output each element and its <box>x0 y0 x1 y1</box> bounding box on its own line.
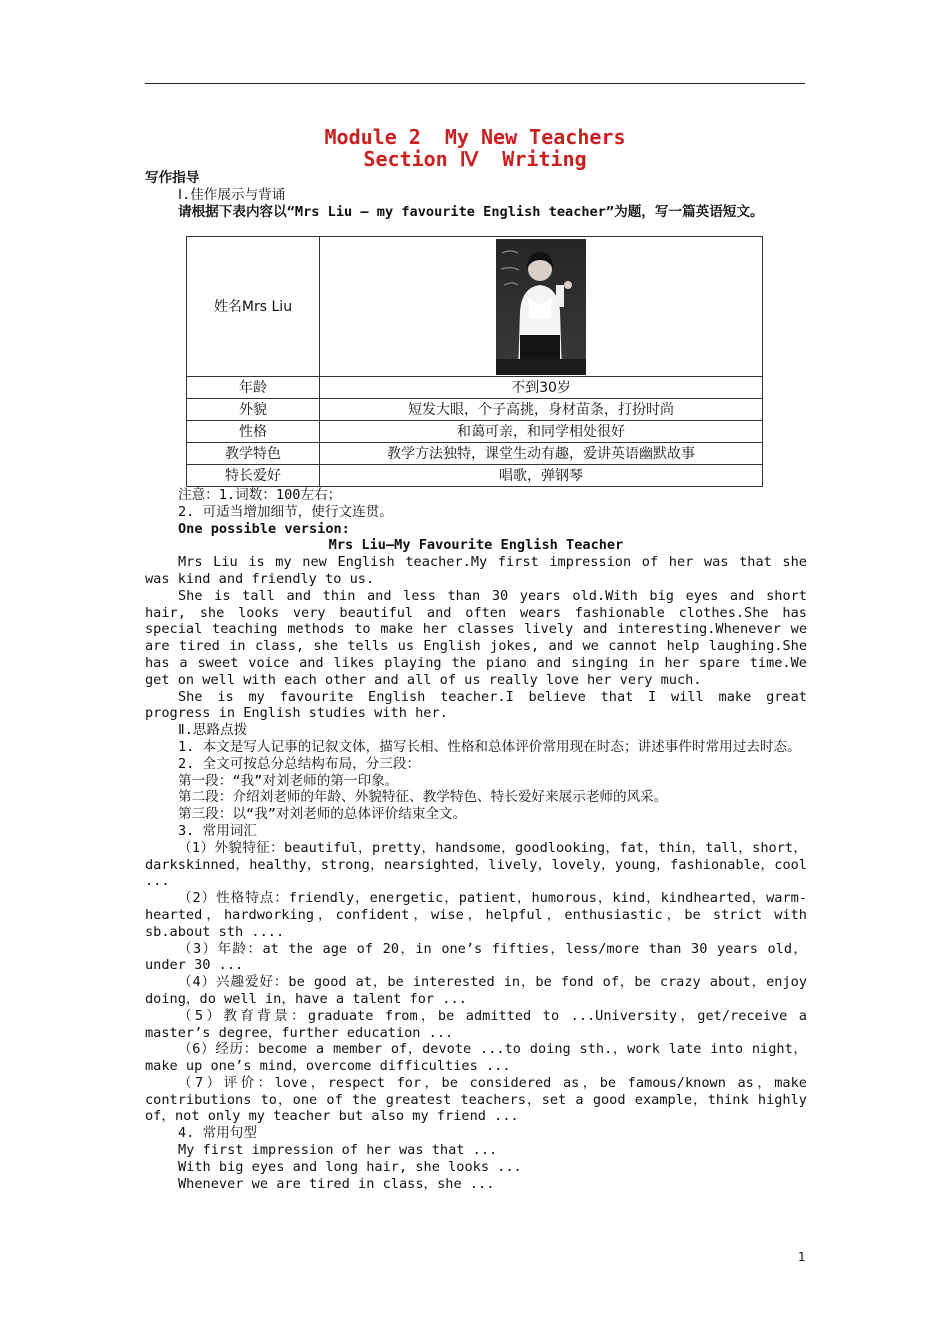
point-1: 1. 本文是写人记事的记叙文体，描写长相、性格和总体评价常用现在时态；讲述事件时常用过去时态。 <box>178 738 801 755</box>
essay-paragraph-3: She is my favourite English teacher.I believe that I will make great progress in English studies with her. <box>145 688 807 722</box>
point-6: 3. 常用词汇 <box>178 822 257 839</box>
row-label-age: 年龄 <box>187 377 320 399</box>
point-2: 2. 全文可按总分总结构布局，分三段： <box>178 755 421 772</box>
vocab-experience: （6）经历：become a member of，devote ...to doing sth.，work late into night，make up one’s mind，overcome difficulties ... <box>145 1041 807 1075</box>
vocab-personality: （2）性格特点：friendly，energetic，patient，humorous，kind，kindhearted，warm-hearted，hardworking，confident，wise，helpful，enthusiastic，be strict with sb.about sth .... <box>145 890 807 940</box>
point-3: 第一段：“我”对刘老师的第一印象。 <box>178 772 399 789</box>
page-number: 1 <box>798 1250 806 1264</box>
name-cell: 姓名Mrs Liu <box>187 237 320 377</box>
photo-cell <box>320 237 763 377</box>
patterns-title: 4. 常用句型 <box>178 1125 257 1142</box>
row-label-personality: 性格 <box>187 421 320 443</box>
teacher-photo <box>496 239 586 375</box>
info-table <box>186 236 763 487</box>
vocab-age: （3）年龄：at the age of 20，in one’s fifties，less/more than 30 years old，under 30 ... <box>145 940 807 974</box>
point-5: 第三段：以“我”对刘老师的总体评价结束全文。 <box>178 806 467 823</box>
heading: 写作指导 <box>145 170 200 186</box>
essay-paragraph-1: Mrs Liu is my new English teacher.My first impression of her was that she was kind and friendly to us. <box>145 554 807 587</box>
point-4: 第二段：介绍刘老师的年龄、外貌特征、教学特色、特长爱好来展示老师的风采。 <box>178 789 668 806</box>
row-label-hobbies: 特长爱好 <box>187 465 320 487</box>
note-2: 2. 可适当增加细节，使行文连贯。 <box>178 503 393 520</box>
essay-paragraph-2: She is tall and thin and less than 30 years old.With big eyes and short hair, she looks very beautiful and often wears fashionable clothes.She has special teaching methods to make her classes lively and interesting.Whenever we are tired in class, she tells us English jokes, and we cannot help laughing.She has a sweet voice and likes playing the piano and singing in her spare time.We get on well with each other and all of us really love her very much. <box>145 587 807 688</box>
intro-block <box>145 170 807 220</box>
row-value-appearance: 短发大眼，个子高挑，身材苗条，打扮时尚 <box>320 399 763 421</box>
vocab-appearance: （1）外貌特征：beautiful，pretty，handsome，goodlooking，fat，thin，tall，short，darkskinned，healthy，strong，nearsighted，lively，lovely，young，fashionable，cool ... <box>145 839 807 890</box>
header-rule <box>145 83 805 84</box>
section-title: Section Ⅳ Writing <box>363 147 587 171</box>
vocab-education: （5）教育背景：graduate from，be admitted to ...University，get/receive a master’s degree，further education ... <box>145 1007 807 1041</box>
module-title: Module 2 My New Teachers <box>324 125 626 149</box>
part1-title: Ⅰ.佳作展示与背诵 <box>178 186 286 203</box>
row-label-teaching: 教学特色 <box>187 443 320 465</box>
pattern-3: Whenever we are tired in class，she ... <box>178 1175 495 1192</box>
note-1: 注意：1.词数：100左右； <box>178 487 342 503</box>
version-label: One possible version: <box>178 520 350 537</box>
row-value-teaching: 教学方法独特，课堂生动有趣，爱讲英语幽默故事 <box>320 443 763 465</box>
vocab-evaluation: （7）评价：love，respect for，be considered as，be famous/known as，make contributions to，one of the greatest teachers，set a good example，think highly of，not only my teacher but also my friend ... <box>145 1074 807 1125</box>
pattern-2: With big eyes and long hair, she looks ... <box>178 1158 522 1175</box>
task-text: 请根据下表内容以“Mrs Liu — my favourite English teacher”为题，写一篇英语短文。 <box>178 203 764 220</box>
essay-title: Mrs Liu—My Favourite English Teacher <box>328 537 624 554</box>
pattern-1: My first impression of her was that ... <box>178 1142 498 1159</box>
part2-title: Ⅱ.思路点拨 <box>178 722 248 739</box>
row-value-age: 不到30岁 <box>320 377 763 399</box>
teacher-figure-icon <box>496 239 586 375</box>
row-value-personality: 和蔼可亲，和同学相处很好 <box>320 421 763 443</box>
row-value-hobbies: 唱歌，弹钢琴 <box>320 465 763 487</box>
vocab-hobbies: （4）兴趣爱好：be good at，be interested in，be fond of，be crazy about，enjoy doing，do well in，have a talent for ... <box>145 974 807 1007</box>
main-text <box>145 487 807 1192</box>
row-label-appearance: 外貌 <box>187 399 320 421</box>
